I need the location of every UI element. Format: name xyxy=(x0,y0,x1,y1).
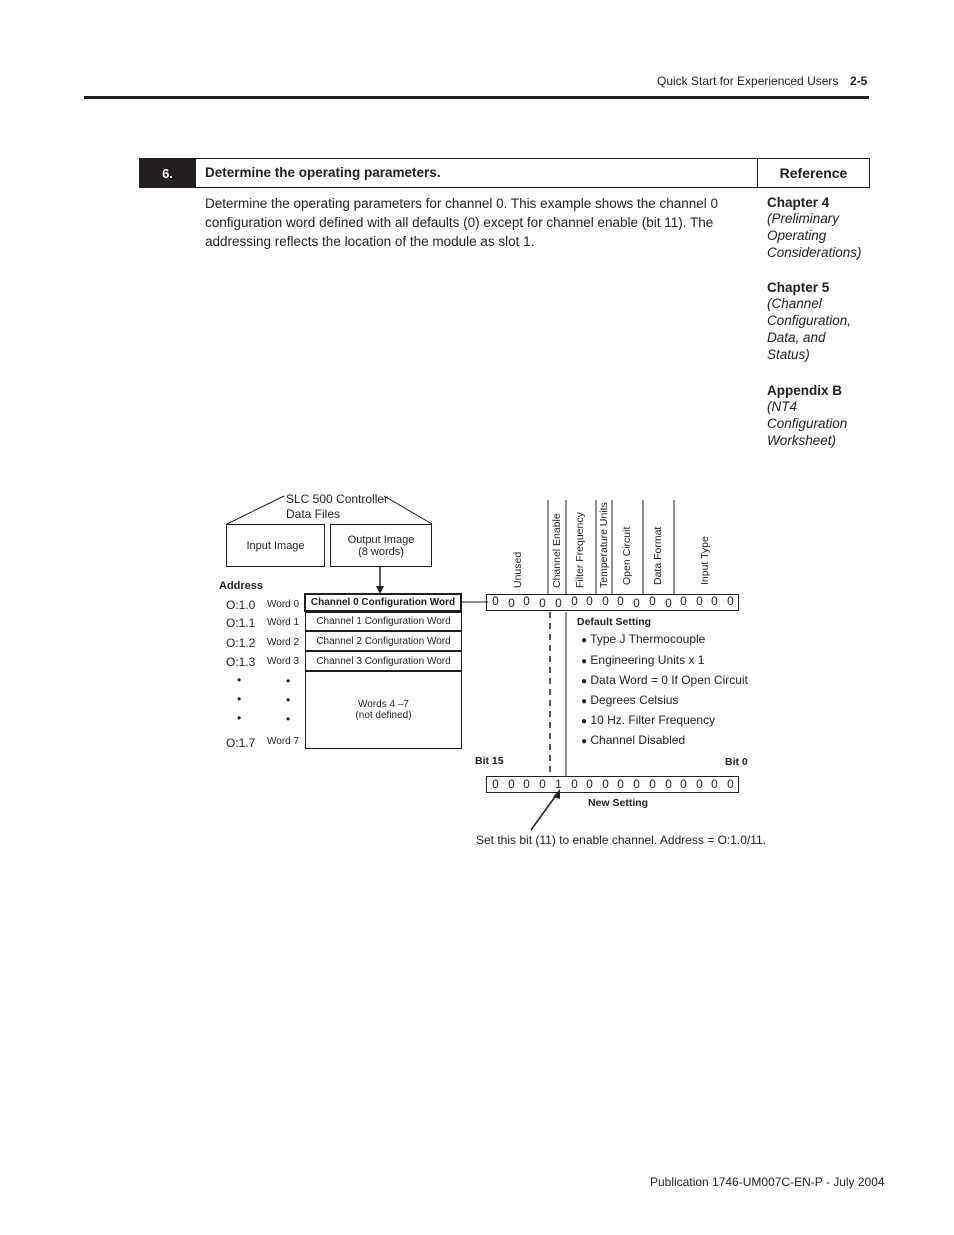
output-image-label: (8 words) xyxy=(358,545,404,558)
bit-cell-enabled: 1 xyxy=(555,777,562,791)
section-title: Quick Start for Experienced Users xyxy=(657,74,839,88)
word-label: Word 3 xyxy=(267,656,300,667)
new-bits xyxy=(488,777,738,794)
bit-cell: 0 xyxy=(633,777,640,791)
bit-cell: 0 xyxy=(602,777,609,791)
word-label: • xyxy=(286,693,291,707)
diagram-caption: Set this bit (11) to enable channel. Address = O:1.0/11. xyxy=(476,833,767,847)
field-label-filter-frequency: Filter Frequency xyxy=(574,512,586,588)
data-files-line: Data Files xyxy=(286,507,341,521)
bit-cell: 0 xyxy=(727,594,734,608)
bit-cell: 0 xyxy=(508,596,515,610)
reference-line: Considerations) xyxy=(767,245,862,260)
bit-cell: 0 xyxy=(586,594,593,608)
input-image-box xyxy=(226,524,325,567)
config-word-0 xyxy=(304,593,462,612)
default-setting-item: ● Engineering Units x 1 xyxy=(581,653,705,667)
reference-title: Chapter 5 xyxy=(767,280,830,295)
word-label: • xyxy=(286,674,291,688)
reference-title: Appendix B xyxy=(767,383,843,398)
bit-cell: 0 xyxy=(711,777,718,791)
config-word-1 xyxy=(305,612,462,631)
bit-cell: 0 xyxy=(523,594,530,608)
bit-cell: 0 xyxy=(508,777,515,791)
default-setting-item: ● Degrees Celsius xyxy=(581,693,679,707)
field-label-input-type: Input Type xyxy=(699,536,711,585)
bit-cell: 0 xyxy=(711,594,718,608)
bit-cell: 0 xyxy=(649,594,656,608)
default-setting-item: ● Type J Thermocouple xyxy=(581,632,706,646)
bit15-label: Bit 15 xyxy=(475,755,504,767)
reference-line: Configuration xyxy=(767,416,848,431)
address: O:1.1 xyxy=(226,616,256,630)
intro-line: configuration word defined with all defaults (0) except for channel enable (bit 11). The xyxy=(205,215,714,230)
bit-cell: 0 xyxy=(680,777,687,791)
address: • xyxy=(237,673,242,687)
bit-cell: 0 xyxy=(539,596,546,610)
reference-line: (Preliminary xyxy=(767,211,840,226)
config-word-label: Channel 0 Configuration Word xyxy=(310,597,456,608)
field-label-open-circuit: Open Circuit xyxy=(621,526,633,585)
bit-cell: 0 xyxy=(555,596,562,610)
step-number: 6. xyxy=(139,158,196,188)
output-image-box xyxy=(330,524,432,567)
bit-cell: 0 xyxy=(602,594,609,608)
address-label: Address xyxy=(219,580,264,592)
config-word-2 xyxy=(305,631,462,651)
undefined-words-label: (not defined) xyxy=(355,710,412,721)
intro-line: Determine the operating parameters for channel 0. This example shows the channel 0 xyxy=(205,196,719,211)
word-label: Word 2 xyxy=(267,637,300,648)
default-setting-item: ● Channel Disabled xyxy=(581,733,686,747)
reference-line: (Channel xyxy=(767,296,822,311)
field-label-data-format: Data Format xyxy=(652,526,664,585)
reference-line: Worksheet) xyxy=(767,433,837,448)
config-word-label: Channel 1 Configuration Word xyxy=(316,616,451,627)
publication-footer: Publication 1746-UM007C-EN-P - July 2004 xyxy=(650,1175,885,1189)
new-setting-label: New Setting xyxy=(588,797,649,809)
reference-header: Reference xyxy=(779,165,848,181)
data-files-line: SLC 500 Controller xyxy=(286,492,389,506)
default-setting-item: ● Data Word = 0 If Open Circuit xyxy=(581,673,748,687)
undefined-words-label: Words 4 –7 xyxy=(358,699,409,710)
bit-cell: 0 xyxy=(696,594,703,608)
bit-cell: 0 xyxy=(539,777,546,791)
bit-cell: 0 xyxy=(492,594,499,608)
address: O:1.3 xyxy=(226,655,256,669)
reference-line: Data, and xyxy=(767,330,826,345)
intro-line: addressing reflects the location of the module as slot 1. xyxy=(205,234,535,249)
bit-cell: 0 xyxy=(492,777,499,791)
input-image-label: Input Image xyxy=(246,539,305,552)
output-image-label: Output Image xyxy=(347,533,415,546)
bit-cell: 0 xyxy=(665,777,672,791)
field-label-channel-enable: Channel Enable xyxy=(551,513,563,588)
undefined-words-box xyxy=(305,671,462,749)
bit-cell: 0 xyxy=(696,777,703,791)
bit-cell: 0 xyxy=(680,594,687,608)
field-label-unused: Unused xyxy=(512,551,524,588)
address: • xyxy=(237,711,242,725)
field-label-temperature-units: Temperature Units xyxy=(598,502,610,588)
bit-cell: 0 xyxy=(571,594,578,608)
config-word-3 xyxy=(305,651,462,671)
bit-cell: 0 xyxy=(649,777,656,791)
word-label: Word 7 xyxy=(267,736,300,747)
address: O:1.0 xyxy=(226,598,256,612)
address: O:1.7 xyxy=(226,736,256,750)
reference-line: (NT4 xyxy=(767,399,797,414)
reference-line: Configuration, xyxy=(767,313,852,328)
step-title: Determine the operating parameters. xyxy=(205,165,441,180)
address: O:1.2 xyxy=(226,636,256,650)
bit-cell: 0 xyxy=(571,777,578,791)
reference-line: Status) xyxy=(767,347,810,362)
reference-title: Chapter 4 xyxy=(767,195,830,210)
page-number: 2-5 xyxy=(850,74,868,88)
default-setting-label: Default Setting xyxy=(577,616,652,628)
word-label: • xyxy=(286,712,291,726)
config-word-label: Channel 2 Configuration Word xyxy=(316,635,451,647)
bit-cell: 0 xyxy=(665,596,672,610)
bit-cell: 0 xyxy=(617,594,624,608)
word-label: Word 0 xyxy=(267,599,300,610)
default-bits xyxy=(488,594,738,611)
config-word-label: Channel 3 Configuration Word xyxy=(316,655,451,667)
bit-cell: 0 xyxy=(633,596,640,610)
bit-cell: 0 xyxy=(727,777,734,791)
default-setting-item: ● 10 Hz. Filter Frequency xyxy=(581,713,716,727)
bit-cell: 0 xyxy=(523,777,530,791)
address: • xyxy=(237,692,242,706)
bit-cell: 0 xyxy=(586,777,593,791)
bit-cell: 0 xyxy=(617,777,624,791)
bit0-label: Bit 0 xyxy=(725,756,748,768)
word-label: Word 1 xyxy=(267,617,300,628)
reference-line: Operating xyxy=(767,228,827,243)
